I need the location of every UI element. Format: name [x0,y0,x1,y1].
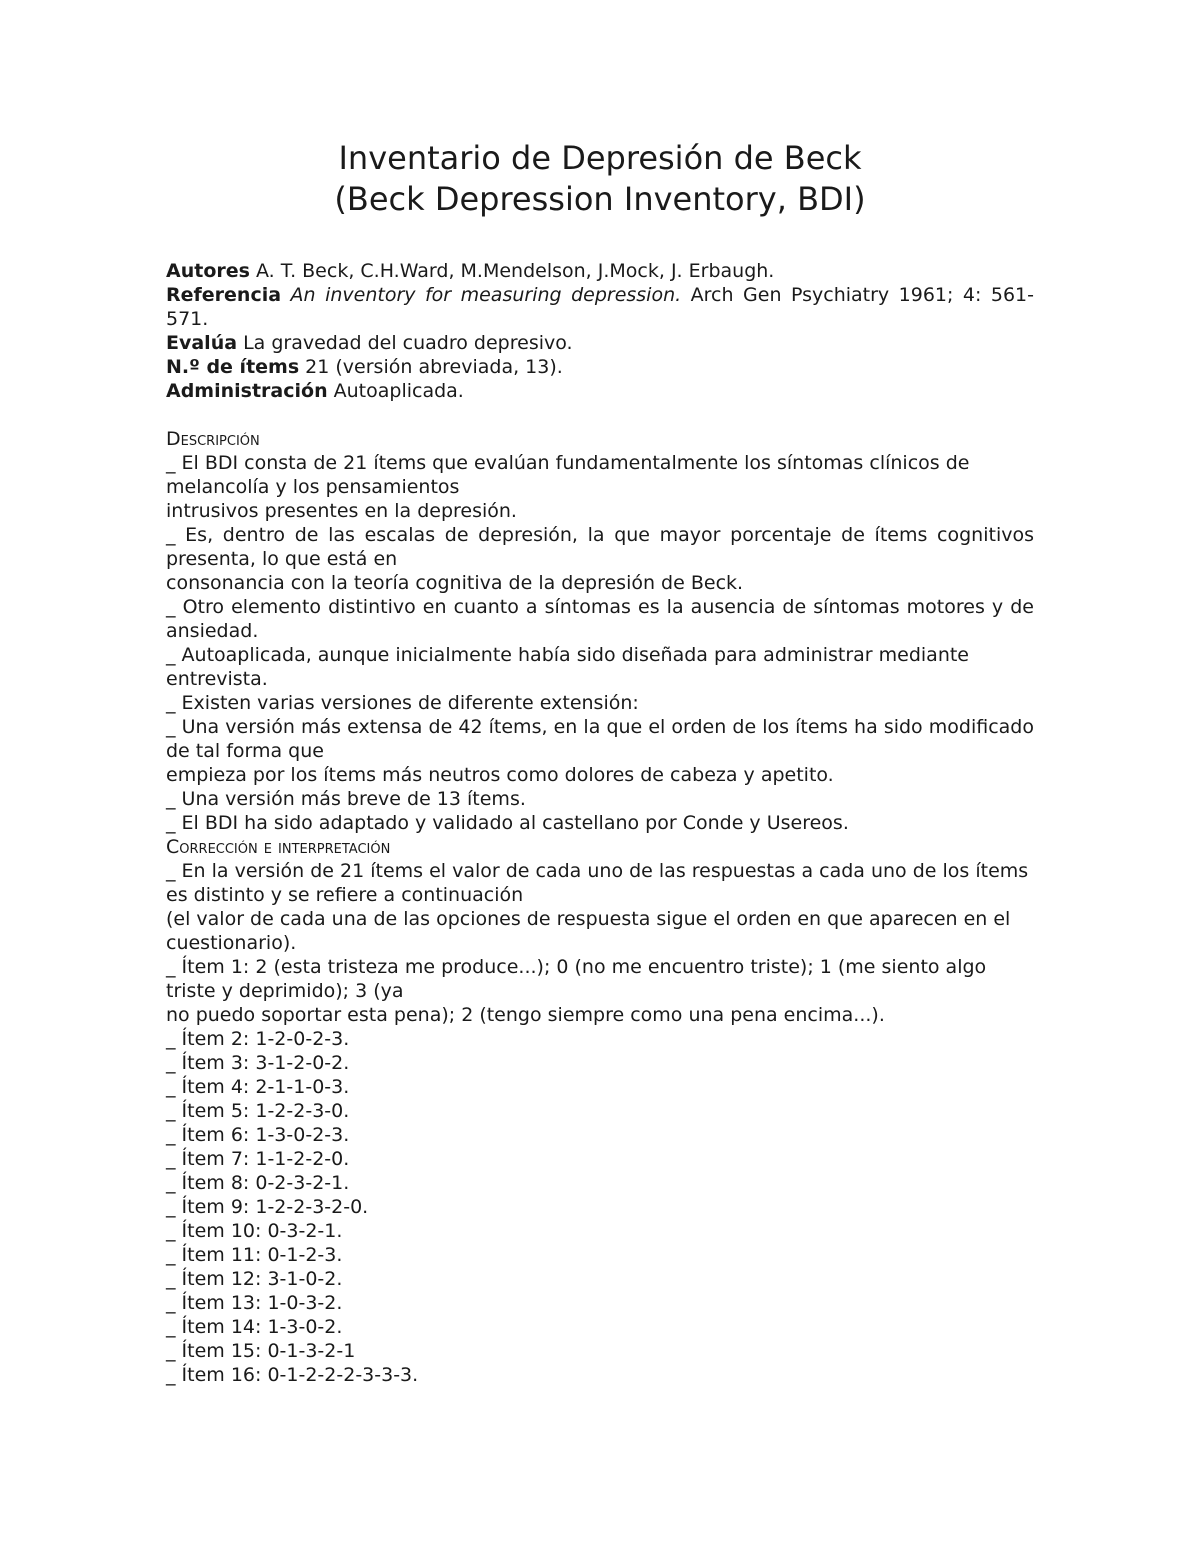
descripcion-paragraph-2b: consonancia con la teoría cognitiva de la depresión de Beck. [166,572,744,594]
descripcion-paragraph-2a: _ Es, dentro de las escalas de depresión, la que mayor porcentaje de ítems cognitivos presenta, lo que está en [166,524,1034,570]
scoring-item: _ Ítem 14: 1-3-0-2. [166,1316,343,1338]
descripcion-paragraph-1a: _ El BDI consta de 21 ítems que evalúan fundamentalmente los síntomas clínicos de melancolía y los pensamientos [166,452,970,498]
correccion-paragraph-1a: _ En la versión de 21 ítems el valor de cada uno de las respuestas a cada uno de los ítems es distinto y se refiere a continuación [166,860,1029,906]
correccion-paragraph-2b: no puedo soportar esta pena); 2 (tengo siempre como una pena encima...). [166,1004,885,1026]
scoring-item: _ Ítem 13: 1-0-3-2. [166,1292,343,1314]
scoring-item: _ Ítem 10: 0-3-2-1. [166,1220,343,1242]
descripcion-paragraph-7: _ Una versión más breve de 13 ítems. [166,788,526,810]
evalua-row [166,331,1034,355]
scoring-list [166,1027,1034,1387]
scoring-item: _ Ítem 8: 0-2-3-2-1. [166,1172,350,1194]
descripcion-section [166,427,1034,835]
correccion-paragraph-2a: _ Ítem 1: 2 (esta tristeza me produce...); 0 (no me encuentro triste); 1 (me siento algo triste y deprimido); 3 (ya [166,956,987,1002]
items-row [166,355,1034,379]
correccion-heading: Corrección e interpretación [166,836,391,858]
items-label: N.º de ítems [166,356,300,378]
scoring-item: _ Ítem 12: 3-1-0-2. [166,1268,343,1290]
title-line-1: Inventario de Depresión de Beck [338,139,862,177]
metadata-block [166,259,1034,403]
scoring-item: _ Ítem 16: 0-1-2-2-2-3-3-3. [166,1364,419,1386]
descripcion-paragraph-6b: empieza por los ítems más neutros como dolores de cabeza y apetito. [166,764,834,786]
scoring-item: _ Ítem 5: 1-2-2-3-0. [166,1100,350,1122]
scoring-item: _ Ítem 2: 1-2-0-2-3. [166,1028,350,1050]
items-value: 21 (versión abreviada, 13). [299,356,563,378]
referencia-title: An inventory for measuring depression. [281,284,682,306]
descripcion-paragraph-6a: _ Una versión más extensa de 42 ítems, en la que el orden de los ítems ha sido modificado de tal forma que [166,716,1034,762]
administracion-row [166,379,1034,403]
scoring-item: _ Ítem 4: 2-1-1-0-3. [166,1076,350,1098]
autores-row [166,259,1034,283]
evalua-label: Evalúa [166,332,238,354]
administracion-value: Autoaplicada. [327,380,464,402]
document-page [166,138,1034,1387]
descripcion-paragraph-8: _ El BDI ha sido adaptado y validado al castellano por Conde y Usereos. [166,812,849,834]
descripcion-heading: Descripción [166,428,260,450]
scoring-item: _ Ítem 7: 1-1-2-2-0. [166,1148,350,1170]
scoring-item: _ Ítem 15: 0-1-3-2-1 [166,1340,356,1362]
scoring-item: _ Ítem 6: 1-3-0-2-3. [166,1124,350,1146]
scoring-item: _ Ítem 3: 3-1-2-0-2. [166,1052,350,1074]
scoring-item: _ Ítem 9: 1-2-2-3-2-0. [166,1196,369,1218]
descripcion-paragraph-5: _ Existen varias versiones de diferente extensión: [166,692,639,714]
autores-label: Autores [166,260,250,282]
document-title [166,138,1034,220]
descripcion-paragraph-3: _ Otro elemento distintivo en cuanto a síntomas es la ausencia de síntomas motores y de ansiedad. [166,596,1034,642]
evalua-value: La gravedad del cuadro depresivo. [237,332,573,354]
referencia-label: Referencia [166,284,282,306]
descripcion-paragraph-1b: intrusivos presentes en la depresión. [166,500,517,522]
descripcion-paragraph-4: _ Autoaplicada, aunque inicialmente había sido diseñada para administrar mediante entrevista. [166,644,970,690]
title-line-2: (Beck Depression Inventory, BDI) [334,180,866,218]
administracion-label: Administración [166,380,328,402]
correccion-paragraph-1b: (el valor de cada una de las opciones de respuesta sigue el orden en que aparecen en el cuestionario). [166,908,1011,954]
autores-value: A. T. Beck, C.H.Ward, M.Mendelson, J.Mock, J. Erbaugh. [249,260,775,282]
referencia-value: Arch Gen Psychiatry 1961; 4: 561-571. [166,284,1034,330]
scoring-item: _ Ítem 11: 0-1-2-3. [166,1244,343,1266]
correccion-section [166,835,1034,1387]
referencia-row [166,283,1034,331]
